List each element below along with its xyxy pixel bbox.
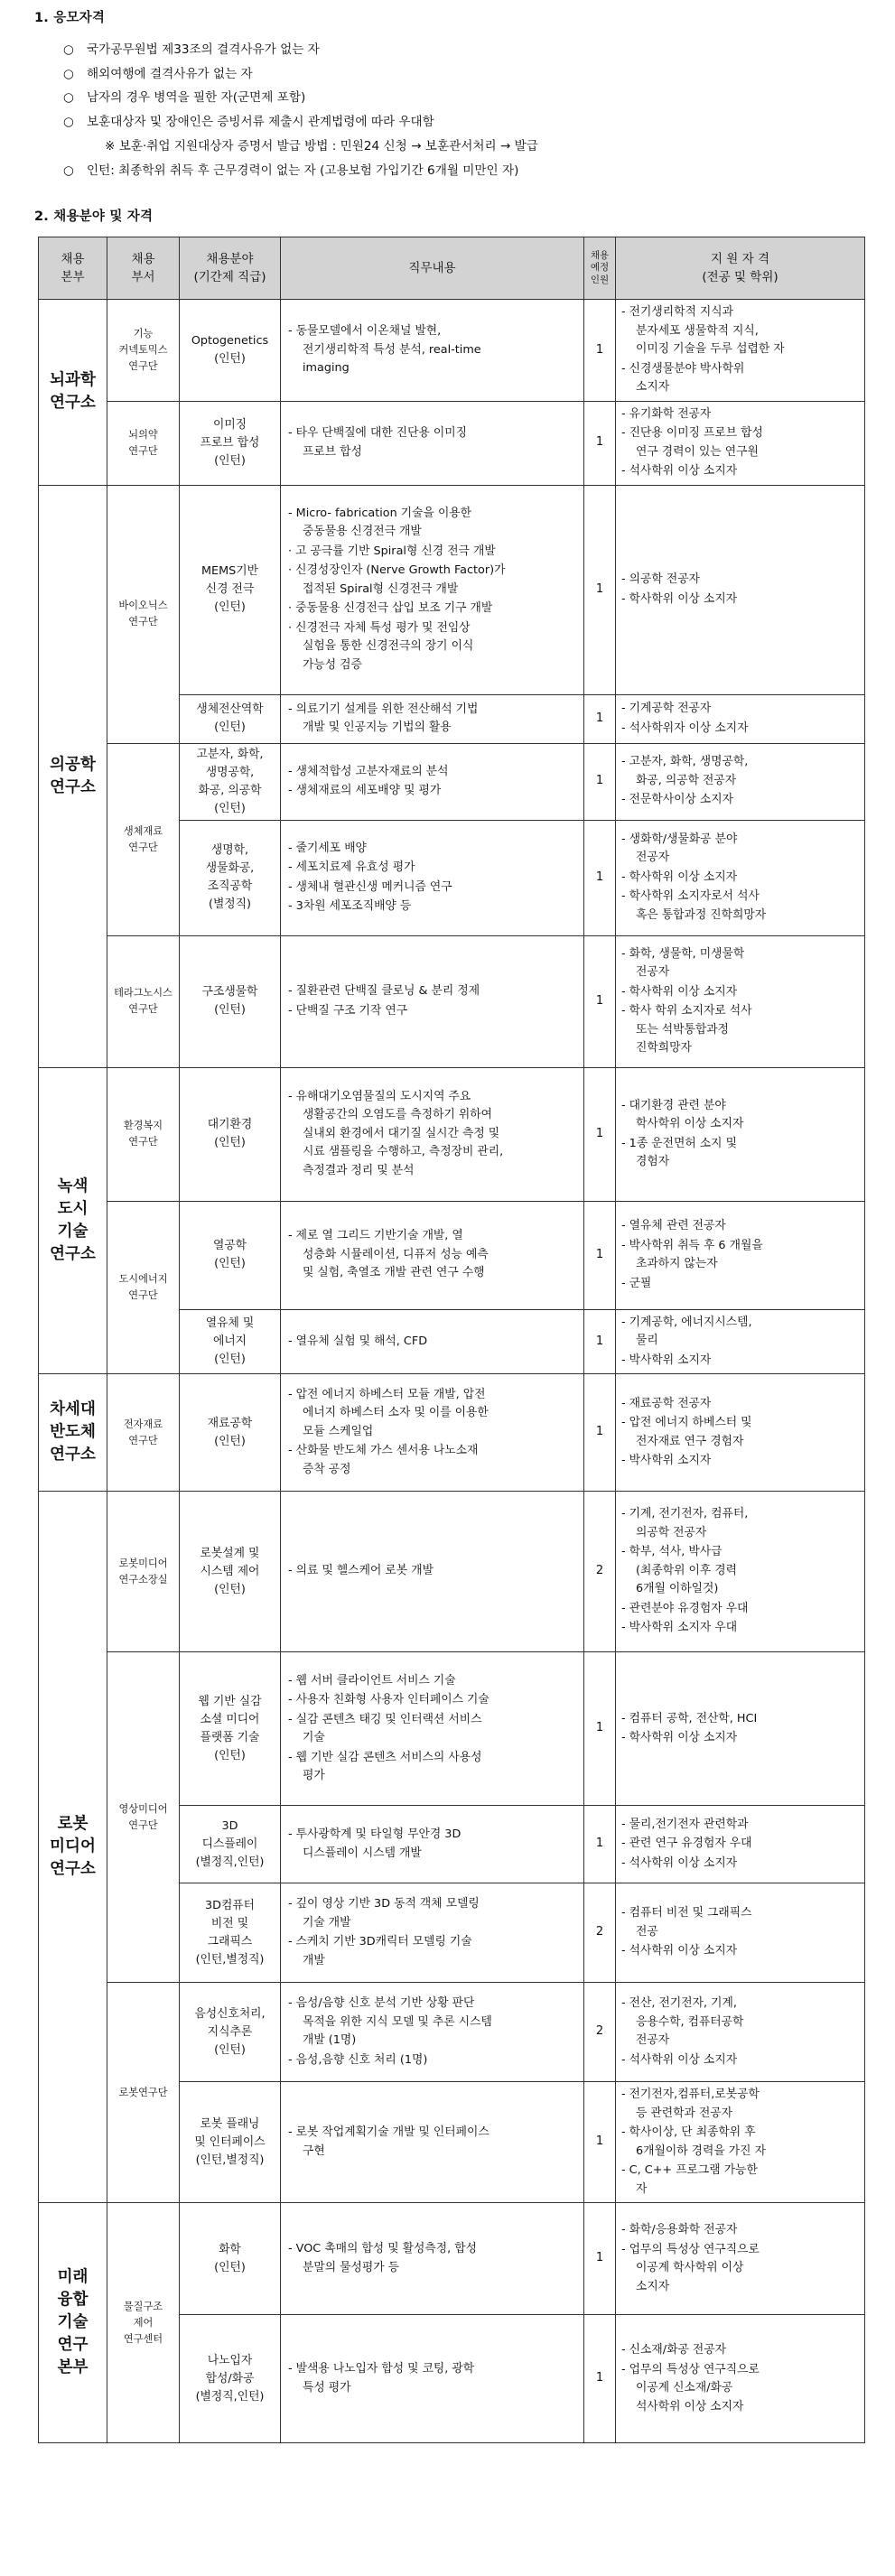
- duty-line: - 음성,음향 신호 처리 (1명): [288, 2052, 428, 2067]
- department-cell: 환경복지 연구단: [107, 1067, 180, 1201]
- requirement-line: - 박사학위 소지자: [621, 1454, 712, 1467]
- duty-line: - 줄기세포 배양: [288, 841, 367, 855]
- duty-line: - 세포치료제 유효성 평가: [288, 860, 415, 874]
- requirement-line: - 학사학위 이상 소지자: [621, 1731, 738, 1744]
- requirement-line: - 의공학 전공자: [621, 572, 700, 586]
- requirement-line: - 열유체 관련 전공자: [621, 1219, 726, 1232]
- duty-line: - 동물모델에서 이온채널 발현, 전기생리학적 특성 분석, real-time imaging: [288, 324, 481, 375]
- headcount-cell: 1: [584, 935, 616, 1067]
- qualification-cell: [616, 694, 865, 743]
- field-cell: 3D 디스플레이 (별정직,인턴): [180, 1806, 281, 1883]
- duties-cell: [281, 1806, 584, 1883]
- requirement-line: - 관련 연구 유경험자 우대: [621, 1837, 752, 1851]
- duty-line: · 중동물용 신경전극 삽입 보조 기구 개발: [288, 601, 493, 616]
- field-cell: 3D컴퓨터 비전 및 그래픽스 (인턴,별정직): [180, 1883, 281, 1983]
- department-cell: 영상미디어 연구단: [107, 1652, 180, 1983]
- section-1-title: 1. 응모자격: [34, 11, 106, 25]
- duty-line: - 의료 및 헬스케어 로봇 개발: [288, 1564, 434, 1578]
- field-cell: 로봇 플래닝 및 인터페이스 (인턴,별정직): [180, 2082, 281, 2203]
- field-cell: 화학 (인턴): [180, 2203, 281, 2315]
- requirement-line: - 고분자, 화학, 생명공학, 화공, 의공학 전공자: [621, 755, 749, 787]
- requirement-line: - 학사 학위 소지자로 석사 또는 석박통합과정 진학희망자: [621, 1004, 752, 1055]
- requirement-line: - C, C++ 프로그램 가능한 자: [621, 2163, 758, 2196]
- headcount-cell: 1: [584, 1652, 616, 1806]
- qualification-cell: [616, 1806, 865, 1883]
- qualification-cell: [616, 1309, 865, 1374]
- duty-line: - 사용자 친화형 사용자 인터페이스 기술: [288, 1693, 489, 1706]
- requirement-line: - 컴퓨터 공학, 전산학, HCI: [621, 1711, 758, 1725]
- duties-cell: [281, 1067, 584, 1201]
- field-cell: 열공학 (인턴): [180, 1201, 281, 1309]
- veterans-certificate-note: ※ 보훈·취업 지원대상자 증명서 발급 방법 : 민원24 신청 → 보훈관서처리 → 발급: [105, 138, 538, 153]
- header-institute: 채용 본부: [39, 237, 107, 300]
- qualification-cell: [616, 2203, 865, 2315]
- headcount-cell: 1: [584, 820, 616, 935]
- requirement-line: - 전기전자,컴퓨터,로봇공학 등 관련학과 전공자: [621, 2088, 760, 2120]
- qualification-cell: [616, 401, 865, 485]
- department-cell: 테라그노시스 연구단: [107, 935, 180, 1067]
- headcount-cell: 2: [584, 1883, 616, 1983]
- duties-cell: [281, 2203, 584, 2315]
- qualification-cell: [616, 1201, 865, 1309]
- field-cell: MEMS기반 신경 전극 (인턴): [180, 485, 281, 694]
- duty-line: - 생체내 혈관신생 메커니즘 연구: [288, 879, 452, 894]
- qualification-cell: [616, 485, 865, 694]
- duty-line: - 제로 열 그리드 기반기술 개발, 열 성층화 시뮬레이션, 디퓨저 성능 예측 및 실험, 축열조 개발 관련 연구 수행: [288, 1229, 489, 1280]
- requirement-line: - 진단용 이미징 프로브 합성 연구 경력이 있는 연구원: [621, 426, 763, 459]
- table-row: [39, 485, 865, 694]
- qualification-item: ○ 해외여행에 결격사유가 없는 자: [63, 66, 253, 81]
- table-row: [39, 401, 865, 485]
- headcount-cell: 1: [584, 694, 616, 743]
- institute-cell: 녹색 도시 기술 연구소: [39, 1067, 107, 1374]
- department-cell: 로봇연구단: [107, 1983, 180, 2203]
- requirement-line: - 학사학위 이상 소지자: [621, 984, 738, 999]
- headcount-cell: 1: [584, 1374, 616, 1492]
- department-cell: 기능 커넥토믹스 연구단: [107, 300, 180, 402]
- qualification-cell: [616, 1883, 865, 1983]
- requirement-line: - 기계공학, 에너지시스템, 물리: [621, 1315, 752, 1347]
- requirement-line: - 학사이상, 단 최종학위 후 6개월이하 경력을 가진 자: [621, 2125, 766, 2158]
- header-department: 채용 부서: [107, 237, 180, 300]
- duties-cell: [281, 401, 584, 485]
- field-cell: 열유체 및 에너지 (인턴): [180, 1309, 281, 1374]
- qualification-cell: [616, 1983, 865, 2082]
- qualification-cell: [616, 1067, 865, 1201]
- duties-cell: [281, 820, 584, 935]
- requirement-line: - 압전 에너지 하베스터 및 전자재료 연구 경험자: [621, 1416, 752, 1448]
- duty-line: - 생체재료의 세포배양 및 평가: [288, 784, 442, 797]
- duty-line: - 실감 콘텐츠 태깅 및 인터랙션 서비스 기술: [288, 1712, 482, 1744]
- department-cell: 물질구조 제어 연구센터: [107, 2203, 180, 2443]
- table-row: [39, 1067, 865, 1201]
- headcount-cell: 1: [584, 2203, 616, 2315]
- requirement-line: - 석사학위 이상 소지자: [621, 1855, 738, 1870]
- duty-line: - VOC 촉매의 합성 및 활성측정, 합성 분말의 물성평가 등: [288, 2242, 477, 2274]
- duties-cell: [281, 1309, 584, 1374]
- headcount-cell: 1: [584, 2082, 616, 2203]
- table-row: [39, 2203, 865, 2315]
- qualification-item: ○ 국가공무원법 제33조의 결격사유가 없는 자: [63, 42, 320, 57]
- requirement-line: - 박사학위 취득 후 6 개월을 초과하지 않는자: [621, 1238, 763, 1270]
- requirement-line: - 업무의 특성상 연구직으로 이공계 학사학위 이상 소지자: [621, 2242, 760, 2293]
- requirement-line: - 석사학위 이상 소지자: [621, 464, 738, 478]
- requirement-line: - 석사학위자 이상 소지자: [621, 721, 749, 735]
- field-cell: 대기환경 (인턴): [180, 1067, 281, 1201]
- requirement-line: - 학사학위 이상 소지자: [621, 870, 738, 884]
- requirement-line: - 물리,전기전자 관련학과: [621, 1817, 749, 1831]
- duties-cell: [281, 2315, 584, 2443]
- table-row: [39, 1374, 865, 1492]
- qualification-cell: [616, 300, 865, 402]
- requirement-line: - 재료공학 전공자: [621, 1396, 712, 1410]
- requirement-line: - 화학/응용화학 전공자: [621, 2223, 738, 2237]
- requirement-line: - 유기화학 전공자: [621, 406, 712, 421]
- qualification-cell: [616, 2082, 865, 2203]
- qualification-cell: [616, 820, 865, 935]
- duties-cell: [281, 1652, 584, 1806]
- duty-line: - 웹 서버 클라이언트 서비스 기술: [288, 1673, 456, 1688]
- headcount-cell: 1: [584, 1806, 616, 1883]
- qualification-cell: [616, 935, 865, 1067]
- requirement-line: - 전산, 전기전자, 기계, 응용수학, 컴퓨터공학 전공자: [621, 1996, 744, 2047]
- duty-line: - 타우 단백질에 대한 진단용 이미징 프로브 합성: [288, 426, 468, 459]
- duties-cell: [281, 2082, 584, 2203]
- duty-line: - 유해대기오염물질의 도시지역 주요 생활공간의 오염도를 측정하기 위하여 실내외 환경에서 대기질 실시간 측정 및 시료 샘플링을 수행하고, 측정장비 관리, 측정결과 정리 및 분석: [288, 1089, 504, 1177]
- header-field: 채용분야 (기간제 직급): [180, 237, 281, 300]
- requirement-line: - 전문학사이상 소지자: [621, 793, 734, 807]
- duties-cell: [281, 1883, 584, 1983]
- requirement-line: - 컴퓨터 비전 및 그래픽스 전공: [621, 1906, 752, 1939]
- qualification-cell: [616, 1492, 865, 1652]
- department-cell: 로봇미디어 연구소장실: [107, 1492, 180, 1652]
- requirement-line: - 신경생물분야 박사학위 소지자: [621, 361, 745, 394]
- field-cell: 로봇설계 및 시스템 제어 (인턴): [180, 1492, 281, 1652]
- requirement-line: - 박사학위 소지자: [621, 1353, 712, 1367]
- requirement-line: - 1종 운전면허 소지 및 경험자: [621, 1136, 737, 1168]
- headcount-cell: 1: [584, 2315, 616, 2443]
- header-qualifications: 지 원 자 격 (전공 및 학위): [616, 237, 865, 300]
- duty-line: - 질환관련 단백질 클로닝 & 분리 정제: [288, 984, 480, 998]
- requirement-line: - 신소재/화공 전공자: [621, 2343, 726, 2357]
- duty-line: - 웹 기반 실감 콘텐츠 서비스의 사용성 평가: [288, 1750, 482, 1782]
- field-cell: Optogenetics (인턴): [180, 300, 281, 402]
- duty-line: · 신경성장인자 (Nerve Growth Factor)가 접적된 Spiral형 신경전극 개발: [288, 563, 506, 596]
- header-headcount: 채용 예정 인원: [584, 237, 616, 300]
- duties-cell: [281, 743, 584, 820]
- duty-line: - 생체적합성 고분자재료의 분석: [288, 764, 449, 778]
- duty-line: - 스케치 기반 3D캐릭터 모델링 기술 개발: [288, 1935, 472, 1967]
- duties-cell: [281, 1492, 584, 1652]
- headcount-cell: 1: [584, 300, 616, 402]
- requirement-line: - 대기환경 관련 분야 학사학위 이상 소지자: [621, 1098, 744, 1130]
- duty-line: - 단백질 구조 기작 연구: [288, 1003, 408, 1018]
- requirement-line: - 학사학위 이상 소지자: [621, 591, 738, 606]
- duty-line: - Micro- fabrication 기술을 이용한 중동물용 신경전극 개발: [288, 506, 472, 539]
- duty-line: · 신경전극 자체 특성 평가 및 전임상 실험을 통한 신경전극의 장기 이식 가능성 검증: [288, 620, 474, 672]
- requirement-line: - 관련분야 유경험자 우대: [621, 1601, 749, 1615]
- requirement-line: - 박사학위 소지자 우대: [621, 1621, 738, 1635]
- header-duties: 직무내용: [281, 237, 584, 300]
- requirement-line: - 생화학/생물화공 분야 전공자: [621, 832, 738, 865]
- duty-line: - 산화물 반도체 가스 센서용 나노소재 증착 공정: [288, 1444, 479, 1476]
- institute-cell: 미래 융합 기술 연구 본부: [39, 2203, 107, 2443]
- duties-cell: [281, 485, 584, 694]
- duties-cell: [281, 694, 584, 743]
- qualification-item: ○ 보훈대상자 및 장애인은 증빙서류 제출시 관계법령에 따라 우대함: [63, 115, 434, 130]
- table-row: [39, 743, 865, 820]
- duty-line: - 투사광학계 및 타일형 무안경 3D 디스플레이 시스템 개발: [288, 1827, 461, 1860]
- institute-cell: 뇌과학 연구소: [39, 300, 107, 486]
- field-cell: 구조생물학 (인턴): [180, 935, 281, 1067]
- field-cell: 생명학, 생물화공, 조직공학 (별정직): [180, 820, 281, 935]
- field-cell: 생체전산역학 (인턴): [180, 694, 281, 743]
- requirement-line: - 기계공학 전공자: [621, 702, 712, 715]
- requirement-line: - 석사학위 이상 소지자: [621, 1944, 738, 1958]
- field-cell: 나노입자 합성/화공 (별정직,인턴): [180, 2315, 281, 2443]
- headcount-cell: 1: [584, 485, 616, 694]
- requirement-line: - 업무의 특성상 연구직으로 이공계 신소재/화공 석사학위 이상 소지자: [621, 2362, 760, 2413]
- field-cell: 고분자, 화학, 생명공학, 화공, 의공학 (인턴): [180, 743, 281, 820]
- duty-line: - 깊이 영상 기반 3D 동적 객체 모델링 기술 개발: [288, 1897, 480, 1930]
- duties-cell: [281, 300, 584, 402]
- requirement-line: - 학사학위 소지자로서 석사 혹은 통합과정 진학희망자: [621, 889, 767, 922]
- qualification-cell: [616, 1652, 865, 1806]
- headcount-cell: 1: [584, 1067, 616, 1201]
- field-cell: 이미징 프로브 합성 (인턴): [180, 401, 281, 485]
- duty-line: - 로봇 작업계획기술 개발 및 인터페이스 구현: [288, 2125, 489, 2158]
- headcount-cell: 2: [584, 1492, 616, 1652]
- institute-cell: 의공학 연구소: [39, 485, 107, 1067]
- table-row: [39, 1201, 865, 1309]
- duty-line: - 음성/음향 신호 분석 기반 상황 판단 목적을 위한 지식 모델 및 추론 시스템 개발 (1명): [288, 1996, 492, 2047]
- section-2-title: 2. 채용분야 및 자격: [34, 209, 154, 224]
- headcount-cell: 1: [584, 743, 616, 820]
- headcount-cell: 2: [584, 1983, 616, 2082]
- qualification-list: [63, 38, 876, 182]
- requirement-line: - 기계, 전기전자, 컴퓨터, 의공학 전공자: [621, 1507, 749, 1539]
- field-cell: 음성신호처리, 지식추론 (인턴): [180, 1983, 281, 2082]
- table-row: [39, 935, 865, 1067]
- department-cell: 뇌의약 연구단: [107, 401, 180, 485]
- institute-cell: 로봇 미디어 연구소: [39, 1492, 107, 2203]
- department-cell: 생체재료 연구단: [107, 743, 180, 935]
- table-row: [39, 300, 865, 402]
- duties-cell: [281, 1201, 584, 1309]
- duty-line: - 압전 에너지 하베스터 모듈 개발, 압전 에너지 하베스터 소자 및 이를 이용한 모듈 스케일업: [288, 1387, 489, 1438]
- department-cell: 전자재료 연구단: [107, 1374, 180, 1492]
- table-row: [39, 1652, 865, 1806]
- requirement-line: - 석사학위 이상 소지자: [621, 2052, 738, 2067]
- headcount-cell: 1: [584, 1201, 616, 1309]
- field-cell: 재료공학 (인턴): [180, 1374, 281, 1492]
- qualification-item: ○ 인턴: 최종학위 취득 후 근무경력이 없는 자 (고용보험 가입기간 6개월 미만인 자): [63, 163, 519, 178]
- qualification-item: ○ 남자의 경우 병역을 필한 자(군면제 포함): [63, 90, 306, 106]
- duty-line: · 고 공극률 기반 Spiral형 신경 전극 개발: [288, 544, 496, 558]
- duty-line: - 발색용 나노입자 합성 및 코팅, 광학 특성 평가: [288, 2362, 475, 2395]
- requirement-line: - 화학, 생물학, 미생물학 전공자: [621, 946, 745, 979]
- duties-cell: [281, 935, 584, 1067]
- department-cell: 도시에너지 연구단: [107, 1201, 180, 1374]
- requirement-line: - 군필: [621, 1276, 652, 1290]
- headcount-cell: 1: [584, 401, 616, 485]
- requirement-line: - 학부, 석사, 박사급 (최종학위 이후 경력 6개월 이하일것): [621, 1545, 738, 1596]
- table-row: [39, 1983, 865, 2082]
- field-cell: 웹 기반 실감 소셜 미디어 플랫폼 기술 (인턴): [180, 1652, 281, 1806]
- duties-cell: [281, 1374, 584, 1492]
- duties-cell: [281, 1983, 584, 2082]
- department-cell: 바이오닉스 연구단: [107, 485, 180, 743]
- qualification-cell: [616, 1374, 865, 1492]
- qualification-cell: [616, 743, 865, 820]
- duty-line: - 의료기기 설계를 위한 전산해석 기법 개발 및 인공지능 기법의 활용: [288, 702, 479, 734]
- table-body: [39, 300, 865, 2443]
- headcount-cell: 1: [584, 1309, 616, 1374]
- duty-line: - 열유체 실험 및 해석, CFD: [288, 1334, 428, 1348]
- duty-line: - 3차원 세포조직배양 등: [288, 899, 412, 913]
- table-row: [39, 1492, 865, 1652]
- recruitment-table: [38, 237, 865, 2443]
- institute-cell: 차세대 반도체 연구소: [39, 1374, 107, 1492]
- qualification-cell: [616, 2315, 865, 2443]
- requirement-line: - 전기생리학적 지식과 분자세포 생물학적 지식, 이미징 기술을 두루 섭렵한 자: [621, 305, 785, 356]
